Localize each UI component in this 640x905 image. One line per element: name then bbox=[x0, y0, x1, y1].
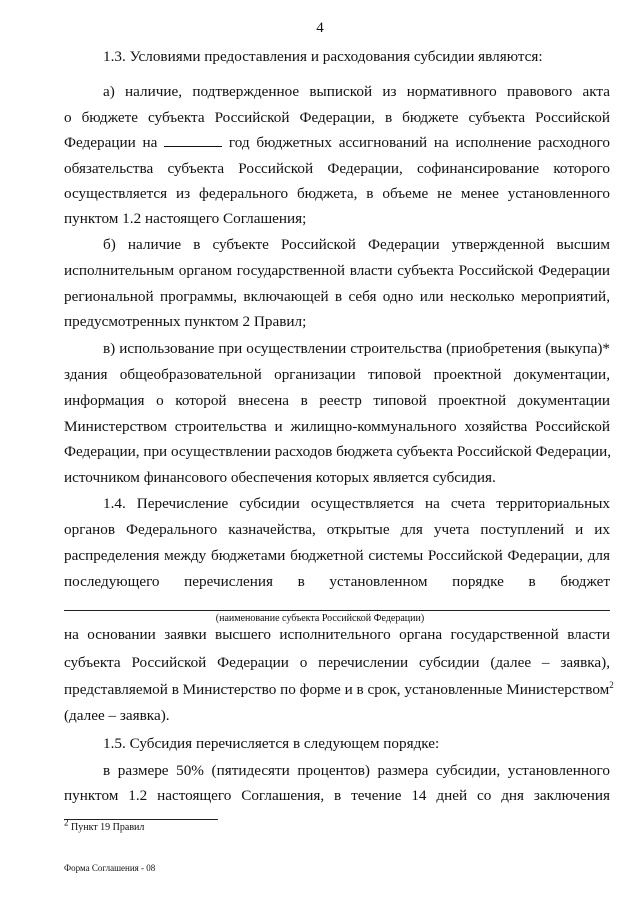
year-blank-field bbox=[164, 134, 222, 147]
paragraph-line: здания общеобразовательной организации типовой проектной документации, bbox=[64, 366, 610, 383]
footnote-reference: 2 bbox=[609, 679, 614, 690]
paragraph-line: органов Федерального казначейства, открытые для учета поступлений и их bbox=[64, 521, 610, 538]
footnote: $^2$ Пункт 19 Правил bbox=[64, 817, 145, 833]
paragraph-line: Федерации на год бюджетных ассигнований на исполнение расходного bbox=[64, 134, 610, 151]
paragraph-line: на основании заявки высшего исполнительного органа государственной власти bbox=[64, 626, 610, 643]
paragraph-line: в размере 50% (пятидесяти процентов) размера субсидии, установленного bbox=[103, 762, 610, 779]
paragraph-line: последующего перечисления в установленном порядке в бюджет bbox=[64, 573, 610, 590]
paragraph-line: б) наличие в субъекте Российской Федерации утвержденной высшим bbox=[103, 236, 610, 253]
paragraph-line: пунктом 1.2 настоящего Соглашения, в течение 14 дней со дня заключения bbox=[64, 787, 610, 804]
paragraph-line: субъекта Российской Федерации о перечислении субсидии (далее – заявка), bbox=[64, 654, 610, 671]
paragraph-line: обязательства субъекта Российской Федерации, софинансирование которого bbox=[64, 160, 610, 177]
paragraph-line: 1.5. Субсидия перечисляется в следующем порядке: bbox=[103, 735, 440, 752]
paragraph-line: 1.3. Условиями предоставления и расходования субсидии являются: bbox=[103, 48, 543, 65]
paragraph-line: 1.4. Перечисление субсидии осуществляется на счета территориальных bbox=[103, 495, 610, 512]
paragraph-line: распределения между бюджетами бюджетной системы Российской Федерации, для bbox=[64, 547, 610, 564]
paragraph-line: региональной программы, включающей в себя одно или несколько мероприятий, bbox=[64, 288, 610, 305]
paragraph-line: информация о которой внесена в реестр типовой проектной документации bbox=[64, 392, 610, 409]
paragraph-line: (далее – заявка). bbox=[64, 707, 170, 724]
fill-in-rule bbox=[64, 610, 610, 611]
page-number: 4 bbox=[316, 20, 324, 36]
footnote-rule bbox=[64, 819, 218, 820]
paragraph-line: в) использование при осуществлении строительства (приобретения (выкупа)* bbox=[103, 340, 610, 357]
paragraph-line: исполнительным органом государственной власти субъекта Российской Федерации bbox=[64, 262, 610, 279]
paragraph-line: источником финансового обеспечения которых является субсидия. bbox=[64, 469, 496, 486]
field-caption: (наименование субъекта Российской Федерации) bbox=[215, 613, 425, 624]
form-footer: Форма Соглашения - 08 bbox=[64, 863, 156, 873]
paragraph-line: представляемой в Министерство по форме и в срок, установленные Министерством$^2$ bbox=[64, 679, 614, 698]
paragraph-line: Федерации, при осуществлении расходов бюджета субъекта Российской Федерации, bbox=[64, 443, 612, 460]
paragraph-line: а) наличие, подтвержденное выпиской из нормативного правового акта bbox=[103, 83, 610, 100]
paragraph-line: о бюджете субъекта Российской Федерации, в бюджете субъекта Российской bbox=[64, 109, 610, 126]
paragraph-line: предусмотренных пунктом 2 Правил; bbox=[64, 313, 307, 330]
paragraph-line: осуществляется из федерального бюджета, в объеме не менее установленного bbox=[64, 185, 610, 202]
paragraph-line: пунктом 1.2 настоящего Соглашения; bbox=[64, 210, 307, 227]
paragraph-line: Министерством строительства и жилищно-коммунального хозяйства Российской bbox=[64, 418, 610, 435]
